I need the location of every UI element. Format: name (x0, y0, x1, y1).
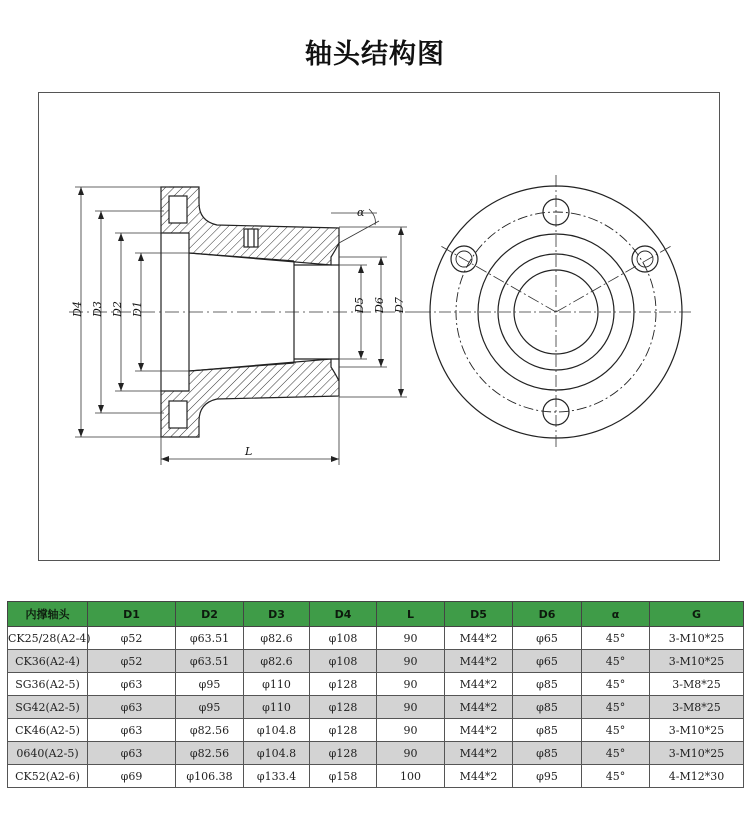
spec-cell: 3-M10*25 (650, 650, 744, 673)
spec-cell: φ133.4 (244, 765, 310, 788)
spec-cell: 90 (377, 627, 445, 650)
spec-cell: φ82.56 (176, 742, 244, 765)
spec-cell: φ63.51 (176, 650, 244, 673)
spec-cell: φ158 (310, 765, 377, 788)
table-body (8, 627, 744, 788)
col-header: D6 (513, 602, 582, 627)
table-row (8, 650, 744, 673)
spec-cell: φ63.51 (176, 627, 244, 650)
grease-hole (244, 229, 258, 247)
spec-cell: 4-M12*30 (650, 765, 744, 788)
spec-cell: 3-M10*25 (650, 627, 744, 650)
label-D1: D1 (131, 301, 144, 317)
spec-cell: φ104.8 (244, 742, 310, 765)
spec-cell: φ110 (244, 673, 310, 696)
spec-cell: 100 (377, 765, 445, 788)
spec-cell: φ108 (310, 627, 377, 650)
label-D3: D3 (91, 301, 104, 317)
spindle-nose-drawing (39, 93, 719, 560)
spec-cell: φ85 (513, 742, 582, 765)
model-cell: CK52(A2-6) (8, 765, 88, 788)
spec-cell: 3-M10*25 (650, 742, 744, 765)
spec-cell: φ65 (513, 627, 582, 650)
model-cell: CK36(A2-4) (8, 650, 88, 673)
spec-cell: φ82.6 (244, 627, 310, 650)
col-header: D5 (445, 602, 513, 627)
spec-cell: 45° (582, 765, 650, 788)
spec-cell: 45° (582, 696, 650, 719)
spec-cell: 45° (582, 742, 650, 765)
spec-cell: 45° (582, 673, 650, 696)
drawing-frame (38, 92, 720, 561)
spec-cell: φ95 (176, 673, 244, 696)
table-row (8, 696, 744, 719)
spec-cell: φ65 (513, 650, 582, 673)
model-cell: SG42(A2-5) (8, 696, 88, 719)
model-cell: CK25/28(A2-4) (8, 627, 88, 650)
spec-cell: φ85 (513, 719, 582, 742)
spec-cell: φ52 (88, 627, 176, 650)
label-D6: D6 (373, 297, 386, 313)
spec-cell: φ128 (310, 719, 377, 742)
spec-cell: φ85 (513, 673, 582, 696)
spec-cell: M44*2 (445, 719, 513, 742)
spec-table (7, 601, 744, 788)
label-D2: D2 (111, 301, 124, 317)
spec-cell: φ85 (513, 696, 582, 719)
page-title: 轴头结构图 (305, 39, 445, 70)
spec-cell: φ95 (513, 765, 582, 788)
spec-cell: φ82.6 (244, 650, 310, 673)
spec-cell: φ63 (88, 696, 176, 719)
spec-cell: φ106.38 (176, 765, 244, 788)
spec-cell: 3-M8*25 (650, 673, 744, 696)
table-row (8, 627, 744, 650)
spec-cell: M44*2 (445, 627, 513, 650)
spec-cell: 45° (582, 627, 650, 650)
col-header: α (582, 602, 650, 627)
front-centerlines (419, 175, 694, 449)
col-header: D4 (310, 602, 377, 627)
spec-cell: 45° (582, 719, 650, 742)
spec-cell: M44*2 (445, 742, 513, 765)
spec-cell: φ63 (88, 742, 176, 765)
table-header-row (8, 602, 744, 627)
spec-cell: φ63 (88, 673, 176, 696)
label-D7: D7 (393, 297, 406, 313)
table-row (8, 765, 744, 788)
spec-cell: 90 (377, 696, 445, 719)
spec-cell: φ63 (88, 719, 176, 742)
spec-cell: M44*2 (445, 696, 513, 719)
col-header: D3 (244, 602, 310, 627)
spec-cell: 90 (377, 650, 445, 673)
col-header: G (650, 602, 744, 627)
spec-cell: φ69 (88, 765, 176, 788)
spec-cell: φ128 (310, 742, 377, 765)
label-D4: D4 (71, 301, 84, 317)
col-header: 内撑轴头 (8, 602, 88, 627)
spec-cell: φ104.8 (244, 719, 310, 742)
spec-cell: 90 (377, 742, 445, 765)
table-row (8, 719, 744, 742)
upper-bolt-hole (169, 196, 187, 223)
col-header: D2 (176, 602, 244, 627)
spec-cell: φ108 (310, 650, 377, 673)
spec-cell: φ128 (310, 673, 377, 696)
spec-cell: M44*2 (445, 673, 513, 696)
spec-cell: 45° (582, 650, 650, 673)
spec-cell: φ95 (176, 696, 244, 719)
model-cell: CK46(A2-5) (8, 719, 88, 742)
table-row (8, 673, 744, 696)
model-cell: SG36(A2-5) (8, 673, 88, 696)
label-alpha: α (357, 206, 365, 219)
spec-cell: 3-M8*25 (650, 696, 744, 719)
model-cell: 0640(A2-5) (8, 742, 88, 765)
col-header: D1 (88, 602, 176, 627)
spec-cell: φ82.56 (176, 719, 244, 742)
spec-cell: φ110 (244, 696, 310, 719)
table-row (8, 742, 744, 765)
label-L: L (245, 445, 253, 458)
spec-cell: 3-M10*25 (650, 719, 744, 742)
spec-cell: φ52 (88, 650, 176, 673)
bolt-hole-right (632, 246, 658, 272)
spec-cell: 90 (377, 673, 445, 696)
col-header: L (377, 602, 445, 627)
spec-cell: M44*2 (445, 765, 513, 788)
spec-cell: φ128 (310, 696, 377, 719)
spec-cell: M44*2 (445, 650, 513, 673)
spec-cell: 90 (377, 719, 445, 742)
lower-bolt-hole (169, 401, 187, 428)
label-D5: D5 (353, 297, 366, 313)
